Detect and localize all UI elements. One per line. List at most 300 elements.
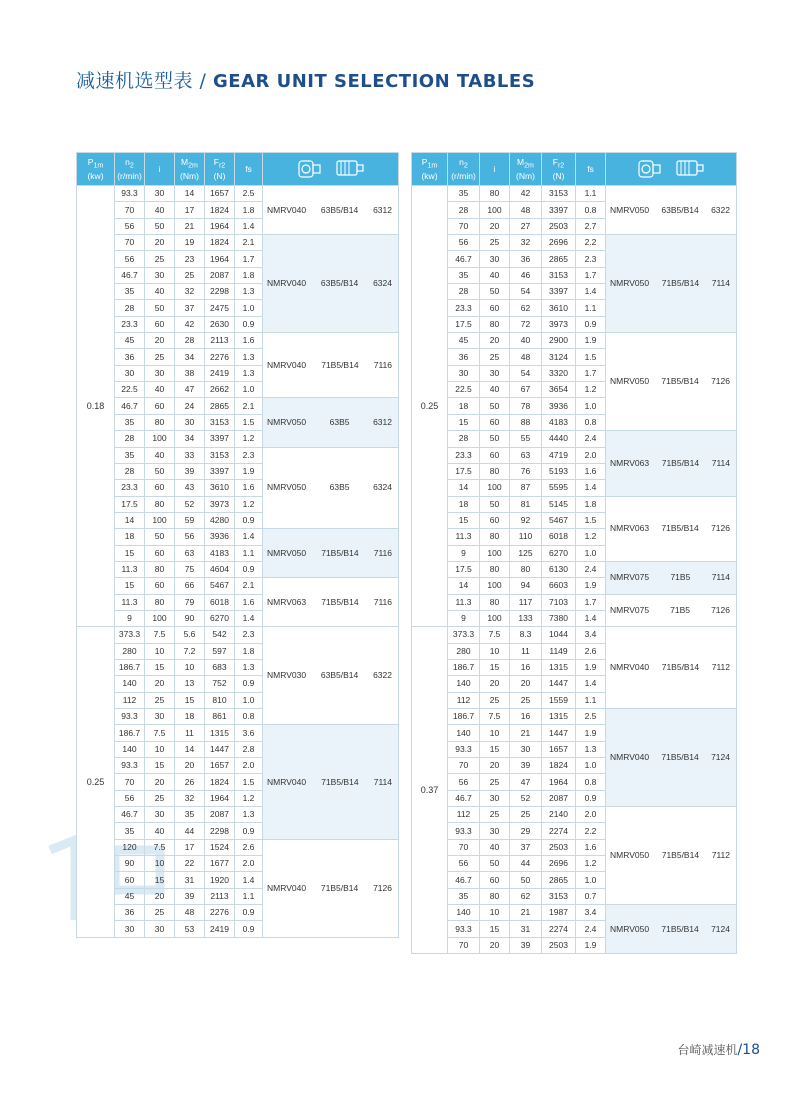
torque-cell: 42 xyxy=(175,316,205,332)
model-model: NMRV050 xyxy=(267,482,307,493)
service-factor-cell: 1.3 xyxy=(235,659,263,675)
ratio-cell: 10 xyxy=(145,741,175,757)
table-row xyxy=(77,333,399,349)
service-factor-cell: 1.9 xyxy=(576,937,606,953)
radial-load-cell: 1824 xyxy=(205,774,235,790)
torque-cell: 125 xyxy=(510,545,542,561)
service-factor-cell: 1.0 xyxy=(576,872,606,888)
service-factor-cell: 2.1 xyxy=(235,398,263,414)
speed-cell: 30 xyxy=(448,365,480,381)
model-model: NMRV040 xyxy=(267,882,307,893)
model-code: 7126 xyxy=(711,604,730,615)
ratio-cell: 60 xyxy=(145,480,175,496)
model-flange: 71B5/B14 xyxy=(661,376,699,387)
ratio-cell: 25 xyxy=(480,807,510,823)
radial-load-cell: 861 xyxy=(205,709,235,725)
torque-cell: 63 xyxy=(510,447,542,463)
service-factor-cell: 1.6 xyxy=(235,594,263,610)
ratio-cell: 25 xyxy=(480,349,510,365)
torque-cell: 20 xyxy=(175,758,205,774)
service-factor-cell: 2.7 xyxy=(576,218,606,234)
speed-cell: 186.7 xyxy=(448,659,480,675)
torque-cell: 25 xyxy=(510,692,542,708)
radial-load-cell: 1315 xyxy=(205,725,235,741)
speed-cell: 36 xyxy=(115,905,145,921)
table-row xyxy=(412,333,737,349)
torque-cell: 17 xyxy=(175,839,205,855)
ratio-cell: 80 xyxy=(480,463,510,479)
service-factor-cell: 1.4 xyxy=(235,529,263,545)
model-model: NMRV040 xyxy=(267,278,307,289)
torque-cell: 34 xyxy=(175,431,205,447)
torque-cell: 33 xyxy=(175,447,205,463)
model-model: NMRV050 xyxy=(267,547,307,558)
torque-cell: 78 xyxy=(510,398,542,414)
model-code: 7116 xyxy=(373,547,392,558)
speed-cell: 28 xyxy=(115,463,145,479)
ratio-cell: 30 xyxy=(145,921,175,937)
speed-cell: 23.3 xyxy=(115,480,145,496)
model-flange: 71B5/B14 xyxy=(320,882,359,893)
ratio-cell: 20 xyxy=(145,235,175,251)
ratio-cell: 80 xyxy=(145,561,175,577)
torque-cell: 52 xyxy=(510,790,542,806)
service-factor-cell: 0.8 xyxy=(576,774,606,790)
torque-cell: 8.3 xyxy=(510,627,542,643)
model-model: NMRV063 xyxy=(610,457,650,468)
model-cell xyxy=(606,709,737,807)
torque-cell: 32 xyxy=(175,284,205,300)
model-model: NMRV050 xyxy=(610,278,650,289)
service-factor-cell: 3.4 xyxy=(576,905,606,921)
service-factor-cell: 2.3 xyxy=(235,447,263,463)
radial-load-cell: 1315 xyxy=(542,659,576,675)
motor-icon xyxy=(675,157,705,179)
ratio-cell: 30 xyxy=(145,807,175,823)
model-model: NMRV040 xyxy=(267,359,307,370)
header-power: $P_{1m}$ (kw) xyxy=(412,153,448,186)
service-factor-cell: 0.9 xyxy=(235,512,263,528)
model-model: NMRV050 xyxy=(610,204,650,215)
speed-cell: 93.3 xyxy=(448,741,480,757)
gearbox-icon xyxy=(637,158,663,180)
speed-cell: 17.5 xyxy=(448,463,480,479)
ratio-cell: 60 xyxy=(480,512,510,528)
table-row xyxy=(412,235,737,251)
service-factor-cell: 1.9 xyxy=(576,578,606,594)
torque-cell: 27 xyxy=(510,218,542,234)
radial-load-cell: 3124 xyxy=(542,349,576,365)
model-cell xyxy=(263,627,399,725)
radial-load-cell: 3973 xyxy=(542,316,576,332)
model-flange: 63B5 xyxy=(329,482,350,493)
speed-cell: 30 xyxy=(115,921,145,937)
header-power: $P_{1m}$ (kw) xyxy=(77,153,115,186)
model-flange: 71B5 xyxy=(670,604,690,615)
speed-cell: 14 xyxy=(448,578,480,594)
service-factor-cell: 1.4 xyxy=(576,284,606,300)
ratio-cell: 25 xyxy=(145,251,175,267)
speed-cell: 93.3 xyxy=(448,823,480,839)
ratio-cell: 15 xyxy=(480,659,510,675)
torque-cell: 110 xyxy=(510,529,542,545)
radial-load-cell: 2503 xyxy=(542,218,576,234)
speed-cell: 186.7 xyxy=(115,659,145,675)
ratio-cell: 60 xyxy=(145,316,175,332)
ratio-cell: 30 xyxy=(480,251,510,267)
model-flange: 63B5 xyxy=(329,416,350,427)
radial-load-cell: 1824 xyxy=(205,235,235,251)
speed-cell: 35 xyxy=(115,284,145,300)
service-factor-cell: 1.2 xyxy=(576,529,606,545)
ratio-cell: 80 xyxy=(145,496,175,512)
model-code: 6322 xyxy=(373,670,392,681)
service-factor-cell: 1.9 xyxy=(235,463,263,479)
service-factor-cell: 2.1 xyxy=(235,235,263,251)
torque-cell: 30 xyxy=(175,414,205,430)
service-factor-cell: 2.6 xyxy=(576,643,606,659)
service-factor-cell: 1.1 xyxy=(576,300,606,316)
radial-load-cell: 2865 xyxy=(205,398,235,414)
radial-load-cell: 3936 xyxy=(542,398,576,414)
speed-cell: 36 xyxy=(448,349,480,365)
power-cell: 0.18 xyxy=(77,186,115,627)
ratio-cell: 80 xyxy=(480,561,510,577)
service-factor-cell: 0.9 xyxy=(576,790,606,806)
torque-cell: 19 xyxy=(175,235,205,251)
radial-load-cell: 2276 xyxy=(205,349,235,365)
power-cell: 0.37 xyxy=(412,627,448,954)
model-code: 7116 xyxy=(373,359,392,370)
title-cn: 减速机选型表 / xyxy=(76,70,207,92)
radial-load-cell: 4719 xyxy=(542,447,576,463)
header-speed: $n_2$ (r/min) xyxy=(115,153,145,186)
torque-cell: 31 xyxy=(175,872,205,888)
model-model: NMRV063 xyxy=(267,596,307,607)
ratio-cell: 30 xyxy=(145,267,175,283)
radial-load-cell: 1524 xyxy=(205,839,235,855)
ratio-cell: 50 xyxy=(480,431,510,447)
model-cell xyxy=(606,905,737,954)
service-factor-cell: 0.9 xyxy=(235,316,263,332)
radial-load-cell: 2298 xyxy=(205,284,235,300)
speed-cell: 28 xyxy=(448,431,480,447)
torque-cell: 21 xyxy=(510,905,542,921)
model-cell xyxy=(263,839,399,937)
service-factor-cell: 1.8 xyxy=(576,496,606,512)
ratio-cell: 40 xyxy=(145,823,175,839)
table-row xyxy=(77,398,399,414)
table-row xyxy=(412,594,737,610)
torque-cell: 75 xyxy=(175,561,205,577)
torque-cell: 42 xyxy=(510,186,542,202)
speed-cell: 93.3 xyxy=(115,186,145,202)
speed-cell: 23.3 xyxy=(115,316,145,332)
ratio-cell: 30 xyxy=(480,790,510,806)
header-radial-load: $F_{r2}$ (N) xyxy=(542,153,576,186)
model-cell xyxy=(263,398,399,447)
ratio-cell: 80 xyxy=(480,594,510,610)
model-flange: 71B5 xyxy=(670,572,691,583)
speed-cell: 9 xyxy=(115,610,145,626)
speed-cell: 28 xyxy=(115,300,145,316)
speed-cell: 70 xyxy=(448,758,480,774)
table-row xyxy=(77,725,399,741)
ratio-cell: 20 xyxy=(480,937,510,953)
radial-load-cell: 7103 xyxy=(542,594,576,610)
ratio-cell: 100 xyxy=(480,578,510,594)
radial-load-cell: 3153 xyxy=(542,267,576,283)
ratio-cell: 25 xyxy=(480,235,510,251)
torque-cell: 36 xyxy=(510,251,542,267)
page-footer xyxy=(677,1041,760,1058)
service-factor-cell: 3.6 xyxy=(235,725,263,741)
ratio-cell: 60 xyxy=(145,578,175,594)
torque-cell: 47 xyxy=(510,774,542,790)
model-code: 7126 xyxy=(711,376,730,387)
torque-cell: 94 xyxy=(510,578,542,594)
radial-load-cell: 3973 xyxy=(205,496,235,512)
table-row xyxy=(77,529,399,545)
speed-cell: 17.5 xyxy=(448,561,480,577)
left-selection-table xyxy=(76,152,399,938)
speed-cell: 46.7 xyxy=(115,398,145,414)
table-row xyxy=(412,709,737,725)
model-model: NMRV050 xyxy=(267,416,307,427)
speed-cell: 11.3 xyxy=(115,594,145,610)
power-cell: 0.25 xyxy=(77,627,115,938)
speed-cell: 17.5 xyxy=(115,496,145,512)
speed-cell: 14 xyxy=(448,480,480,496)
service-factor-cell: 1.6 xyxy=(576,839,606,855)
speed-cell: 23.3 xyxy=(448,447,480,463)
radial-load-cell: 4604 xyxy=(205,561,235,577)
ratio-cell: 25 xyxy=(145,790,175,806)
speed-cell: 70 xyxy=(115,235,145,251)
ratio-cell: 20 xyxy=(480,758,510,774)
ratio-cell: 10 xyxy=(480,725,510,741)
speed-cell: 140 xyxy=(115,741,145,757)
service-factor-cell: 2.5 xyxy=(235,186,263,202)
ratio-cell: 25 xyxy=(145,905,175,921)
radial-load-cell: 5467 xyxy=(542,512,576,528)
radial-load-cell: 1447 xyxy=(542,676,576,692)
model-cell xyxy=(263,235,399,333)
ratio-cell: 50 xyxy=(480,856,510,872)
service-factor-cell: 0.9 xyxy=(235,921,263,937)
model-flange: 71B5/B14 xyxy=(661,752,699,763)
model-cell xyxy=(263,578,399,627)
speed-cell: 70 xyxy=(448,937,480,953)
torque-cell: 90 xyxy=(175,610,205,626)
radial-load-cell: 5467 xyxy=(205,578,235,594)
model-flange: 71B5/B14 xyxy=(321,776,359,787)
ratio-cell: 20 xyxy=(145,774,175,790)
speed-cell: 9 xyxy=(448,610,480,626)
torque-cell: 44 xyxy=(175,823,205,839)
torque-cell: 92 xyxy=(510,512,542,528)
ratio-cell: 60 xyxy=(480,872,510,888)
speed-cell: 15 xyxy=(448,414,480,430)
header-radial-load: $F_{r2}$ (N) xyxy=(205,153,235,186)
torque-cell: 47 xyxy=(175,382,205,398)
radial-load-cell: 2419 xyxy=(205,921,235,937)
radial-load-cell: 1657 xyxy=(205,758,235,774)
service-factor-cell: 1.2 xyxy=(235,496,263,512)
model-code: 7112 xyxy=(711,850,730,861)
ratio-cell: 25 xyxy=(480,774,510,790)
model-code: 7116 xyxy=(373,596,392,607)
ratio-cell: 80 xyxy=(480,888,510,904)
speed-cell: 28 xyxy=(115,431,145,447)
torque-cell: 37 xyxy=(510,839,542,855)
ratio-cell: 60 xyxy=(480,414,510,430)
speed-cell: 46.7 xyxy=(448,251,480,267)
table-row xyxy=(77,578,399,594)
speed-cell: 15 xyxy=(115,578,145,594)
ratio-cell: 25 xyxy=(145,692,175,708)
ratio-cell: 50 xyxy=(145,300,175,316)
speed-cell: 35 xyxy=(115,414,145,430)
ratio-cell: 30 xyxy=(480,365,510,381)
speed-cell: 35 xyxy=(115,823,145,839)
model-code: 6312 xyxy=(373,416,392,427)
ratio-cell: 25 xyxy=(145,349,175,365)
service-factor-cell: 1.4 xyxy=(235,218,263,234)
torque-cell: 54 xyxy=(510,365,542,381)
radial-load-cell: 3610 xyxy=(205,480,235,496)
service-factor-cell: 2.4 xyxy=(576,921,606,937)
service-factor-cell: 1.4 xyxy=(576,676,606,692)
model-model: NMRV050 xyxy=(610,376,650,387)
model-model: NMRV050 xyxy=(610,850,650,861)
model-flange: 63B5/B14 xyxy=(661,204,699,215)
ratio-cell: 40 xyxy=(145,382,175,398)
service-factor-cell: 1.4 xyxy=(235,610,263,626)
radial-load-cell: 1447 xyxy=(542,725,576,741)
table-row xyxy=(77,839,399,855)
gearbox-icon xyxy=(297,158,323,180)
speed-cell: 36 xyxy=(115,349,145,365)
radial-load-cell: 2419 xyxy=(205,365,235,381)
ratio-cell: 40 xyxy=(145,202,175,218)
service-factor-cell: 1.0 xyxy=(235,300,263,316)
torque-cell: 10 xyxy=(175,659,205,675)
torque-cell: 20 xyxy=(510,676,542,692)
table-row xyxy=(412,186,737,202)
speed-cell: 28 xyxy=(448,202,480,218)
service-factor-cell: 1.5 xyxy=(576,349,606,365)
speed-cell: 23.3 xyxy=(448,300,480,316)
torque-cell: 28 xyxy=(175,333,205,349)
service-factor-cell: 1.0 xyxy=(235,382,263,398)
ratio-cell: 50 xyxy=(145,463,175,479)
model-code: 7114 xyxy=(711,278,730,289)
speed-cell: 140 xyxy=(448,905,480,921)
ratio-cell: 10 xyxy=(145,856,175,872)
service-factor-cell: 2.4 xyxy=(576,561,606,577)
ratio-cell: 15 xyxy=(480,921,510,937)
service-factor-cell: 1.8 xyxy=(235,202,263,218)
torque-cell: 81 xyxy=(510,496,542,512)
radial-load-cell: 1559 xyxy=(542,692,576,708)
service-factor-cell: 1.0 xyxy=(576,545,606,561)
service-factor-cell: 1.4 xyxy=(235,872,263,888)
speed-cell: 93.3 xyxy=(115,709,145,725)
ratio-cell: 7.5 xyxy=(145,725,175,741)
service-factor-cell: 2.5 xyxy=(576,709,606,725)
radial-load-cell: 683 xyxy=(205,659,235,675)
model-code: 7114 xyxy=(711,572,730,583)
radial-load-cell: 6130 xyxy=(542,561,576,577)
torque-cell: 32 xyxy=(510,235,542,251)
speed-cell: 140 xyxy=(448,676,480,692)
service-factor-cell: 1.9 xyxy=(576,659,606,675)
radial-load-cell: 2274 xyxy=(542,921,576,937)
radial-load-cell: 1964 xyxy=(205,251,235,267)
power-cell: 0.25 xyxy=(412,186,448,627)
radial-load-cell: 810 xyxy=(205,692,235,708)
radial-load-cell: 752 xyxy=(205,676,235,692)
ratio-cell: 60 xyxy=(145,398,175,414)
service-factor-cell: 2.3 xyxy=(576,251,606,267)
speed-cell: 18 xyxy=(448,496,480,512)
service-factor-cell: 1.1 xyxy=(576,692,606,708)
torque-cell: 23 xyxy=(175,251,205,267)
speed-cell: 45 xyxy=(115,888,145,904)
torque-cell: 80 xyxy=(510,561,542,577)
header-ratio: i xyxy=(145,153,175,186)
torque-cell: 54 xyxy=(510,284,542,300)
page-title xyxy=(76,66,535,93)
ratio-cell: 20 xyxy=(480,333,510,349)
torque-cell: 48 xyxy=(510,349,542,365)
torque-cell: 63 xyxy=(175,545,205,561)
torque-cell: 48 xyxy=(510,202,542,218)
radial-load-cell: 2475 xyxy=(205,300,235,316)
ratio-cell: 30 xyxy=(480,823,510,839)
radial-load-cell: 6018 xyxy=(542,529,576,545)
header-gearbox-motor xyxy=(263,153,399,186)
speed-cell: 56 xyxy=(115,218,145,234)
service-factor-cell: 1.8 xyxy=(235,643,263,659)
radial-load-cell: 1964 xyxy=(205,790,235,806)
model-cell xyxy=(263,447,399,529)
radial-load-cell: 3397 xyxy=(542,202,576,218)
service-factor-cell: 2.8 xyxy=(235,741,263,757)
model-code: 7124 xyxy=(711,923,730,934)
ratio-cell: 100 xyxy=(145,610,175,626)
service-factor-cell: 2.0 xyxy=(576,447,606,463)
radial-load-cell: 2087 xyxy=(205,807,235,823)
radial-load-cell: 3153 xyxy=(542,186,576,202)
torque-cell: 21 xyxy=(510,725,542,741)
service-factor-cell: 1.5 xyxy=(235,414,263,430)
ratio-cell: 50 xyxy=(145,218,175,234)
torque-cell: 16 xyxy=(510,659,542,675)
service-factor-cell: 1.0 xyxy=(576,758,606,774)
model-model: NMRV075 xyxy=(610,572,650,583)
ratio-cell: 10 xyxy=(480,643,510,659)
radial-load-cell: 2503 xyxy=(542,937,576,953)
torque-cell: 66 xyxy=(175,578,205,594)
model-flange: 63B5/B14 xyxy=(320,278,359,289)
radial-load-cell: 4183 xyxy=(542,414,576,430)
table-row xyxy=(412,431,737,447)
model-code: 7126 xyxy=(711,523,730,534)
torque-cell: 39 xyxy=(510,937,542,953)
table-row xyxy=(77,447,399,463)
